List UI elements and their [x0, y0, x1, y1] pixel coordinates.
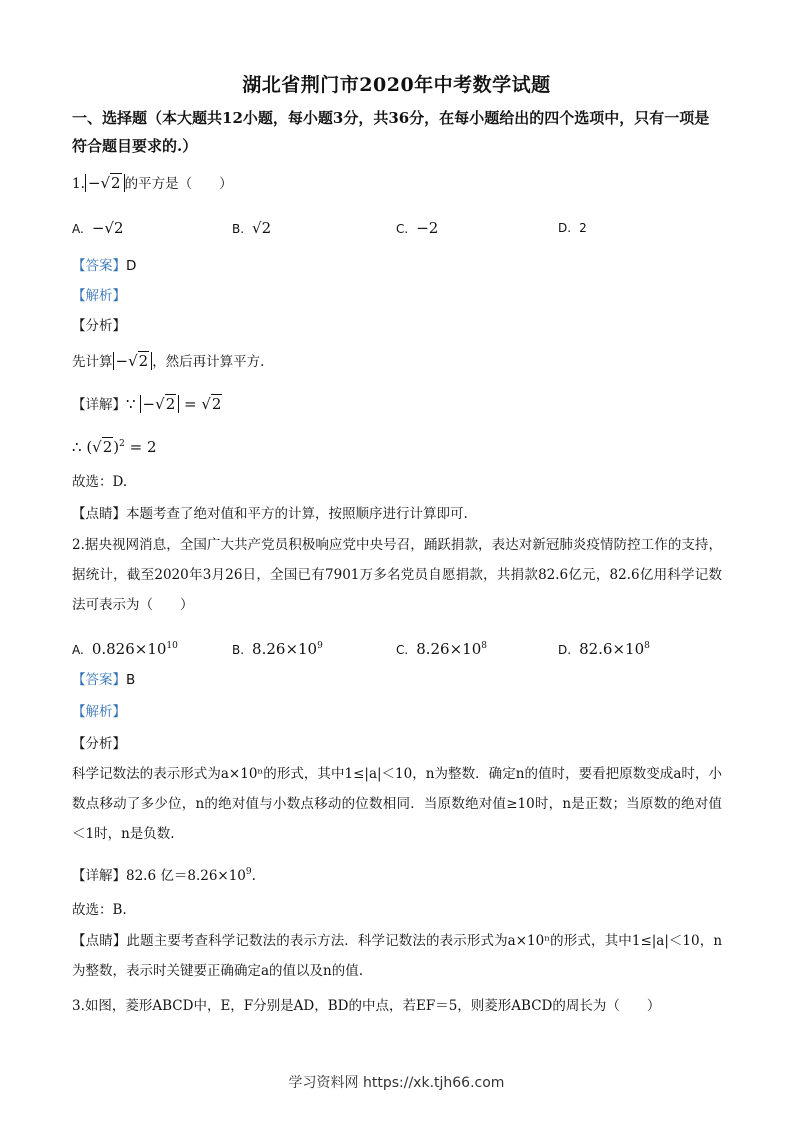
q1-fenxi: 先计算 −√2 ，然后再计算平方. [72, 352, 265, 370]
q1-stem [72, 174, 722, 194]
page-title: 湖北省荆门市2020年中考数学试题 [242, 74, 551, 96]
q2-option-c: C. $8.26\times 10^8$ [396, 640, 487, 658]
q1-option-c: C. −2 [396, 219, 439, 237]
q1-abs-expr: −√2 [85, 174, 125, 192]
q2-fenxi-tag: 【分析】 [72, 736, 126, 752]
q2-option-b: B. $8.26\times 10^9$ [232, 640, 323, 658]
section-heading: 一、选择题（本大题共12小题，每小题3分，共36分，在每小题给出的四个选项中，只有一项是符合题目要求的.） [72, 109, 710, 155]
q2-fenxi: 科学记数法的表示形式为a×10ⁿ的形式，其中1≤|a|＜10，n为整数．确定n的值时，要看把原数变成a时，小数点移动了多少位，n的绝对值与小数点移动的位数相同．当原数绝对值≥10时，n是正数；当原数的绝对值＜1时，n是负数. [72, 766, 722, 842]
q1-detail: 【详解】∵ −√2 = √2 [72, 395, 222, 413]
q2-answer: 【答案】B [72, 672, 136, 688]
q2-comment: 【点睛】此题主要考查科学记数法的表示方法．科学记数法的表示形式为a×10ⁿ的形式，其中1≤|a|＜10，n为整数，表示时关键要正确确定a的值以及n的值. [72, 933, 723, 979]
q1-answer: 【答案】D [72, 258, 137, 274]
q1-option-b: B. √2 [232, 219, 272, 237]
q2-detail: 【详解】82.6 亿$=8.26\times 10^9$. [72, 867, 256, 884]
q2-option-d: D. $82.6\times 10^8$ [558, 640, 650, 658]
q1-analysis-tag: 【解析】 [72, 288, 126, 304]
q1-therefore: ∴ $(√2)^2 = 2$ [72, 438, 157, 456]
q2-option-a: A. $0.826\times 10^{10}$ [72, 640, 178, 658]
q1-fenxi-tag: 【分析】 [72, 318, 126, 334]
q1-stem-suffix: 的平方是（ ） [124, 176, 233, 192]
q1-comment: 【点睛】本题考查了绝对值和平方的计算，按照顺序进行计算即可. [72, 506, 468, 522]
q2-choose: 故选：B. [72, 902, 127, 918]
q1-option-d: D. 2 [558, 221, 587, 235]
q1-option-a: A. −√2 [72, 219, 124, 237]
q1-choose: 故选：D. [72, 474, 128, 490]
q3-stem: 3.如图，菱形ABCD中，E，F分别是AD，BD的中点，若EF＝5，则菱形ABCD的周长为（ ） [72, 998, 661, 1014]
q2-analysis-tag: 【解析】 [72, 704, 126, 720]
page-footer: 学习资料网 https://xk.tjh66.com [288, 1075, 505, 1091]
q1-number: 1. [72, 176, 85, 192]
q2-stem: 2.据央视网消息，全国广大共产党员积极响应党中央号召，踊跃捐款，表达对新冠肺炎疫情防控工作的支持，据统计，截至2020年3月26日，全国已有7901万多名党员自愿捐款，共捐款82.6亿元，82.6亿用科学记数法可表示为（ ） [72, 537, 722, 613]
